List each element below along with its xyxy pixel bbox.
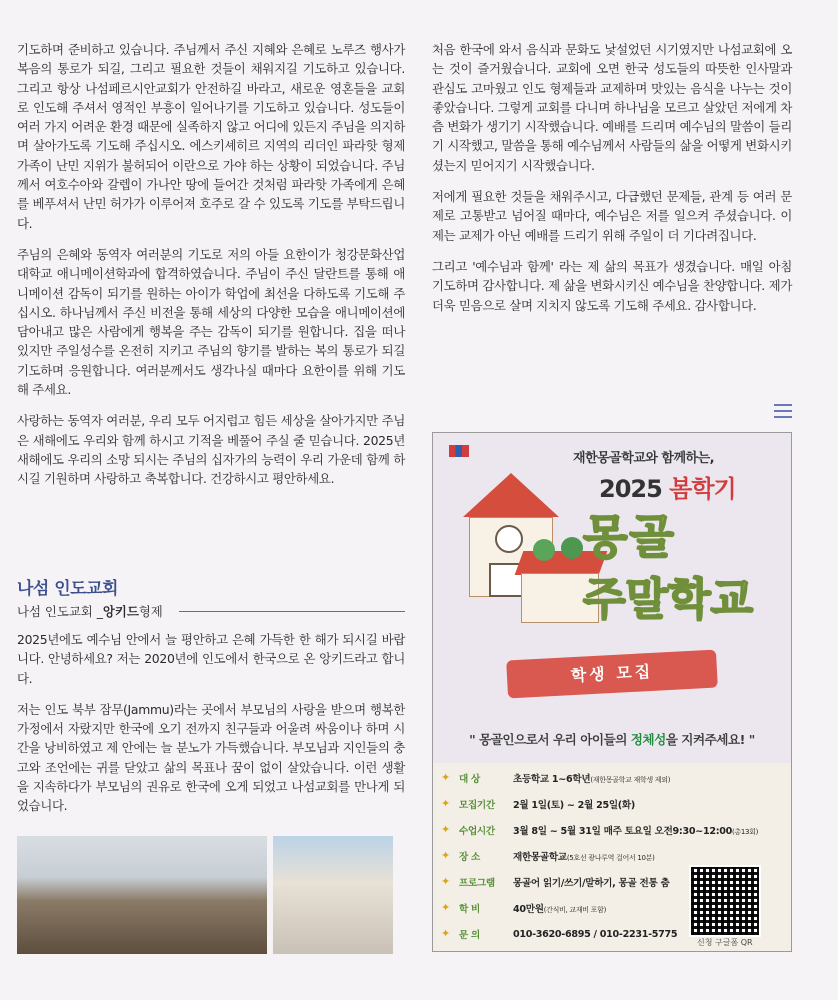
info-row [441, 817, 785, 843]
info-value: 40만원(간식비, 교재비 포함) [513, 904, 607, 915]
info-value: 010-3620-6895 / 010-2231-5775 [513, 928, 678, 940]
poster-title-line2: 주말학교 [583, 574, 754, 625]
flag-icon [449, 445, 469, 457]
left-paragraph-2: 주님의 은혜와 동역자 여러분의 기도로 저의 아들 요한이가 청강문화산업대학교 애니메이션학과에 합격하였습니다. 주님이 주신 달란트를 통해 애니메이션 감독이 되기를 원하는 아이가 학업에 최선을 다하도록 기도해 주십시오. 하나님께서 주신 비전을 통해 세상의 다양한 모습을 애니메이션에 담아내고 많은 사람에게 행복을 주는 감독이 되기를 원합니다. 집을 떠나 있지만 주일성수를 온전히 지키고 주님의 향기를 발하는 복의 통로가 되길 기도하며 응원합니다. 여러분께서도 생각나실 때마다 요한이를 위해 기도해 주세요. [17, 246, 405, 398]
right-paragraph-2: 저에게 필요한 것들을 채워주시고, 다급했던 문제들, 관계 등 여러 문제로 고통받고 넘어질 때마다, 예수님은 저를 일으켜 주셨습니다. 이제는 교제가 아닌 예배를 드리기 위해 주일이 더 기다려집니다. [432, 189, 792, 243]
info-row [441, 765, 785, 791]
pin-icon: ✦ [441, 875, 450, 888]
section-paragraph-1: 2025년에도 예수님 안에서 늘 평안하고 은혜 가득한 한 해가 되시길 바랍니다. 안녕하세요? 저는 2020년에 인도에서 한국으로 온 앙키드라고 합니다. [17, 632, 405, 686]
info-row [441, 791, 785, 817]
menu-icon[interactable] [774, 404, 792, 418]
pin-icon: ✦ [441, 849, 450, 862]
left-paragraph-3: 사랑하는 동역자 여러분, 우리 모두 어지럽고 힘든 세상을 살아가지만 주님은 새해에도 우리와 함께 하시고 기적을 베풀어 주실 줄 믿습니다. 2025년 새해에도 우리의 소망 되시는 주님의 십자가의 능력이 우리 가운데 함께 하시길 기원하며 사랑하고 축복합니다. 건강하시고 평안하세요. [17, 413, 405, 487]
pin-icon: ✦ [441, 901, 450, 914]
section-title: 나섬 인도교회 [17, 579, 118, 599]
poster-season: 봄학기 [669, 475, 736, 503]
right-paragraph-1: 처음 한국에 와서 음식과 문화도 낯설었던 시기였지만 나섬교회에 오는 것이 즐거웠습니다. 교회에 오면 한국 성도들의 따뜻한 인사말과 관심도 고마웠고 인도 형제들과 교제하며 맛있는 음식을 나누는 것이 좋았습니다. 그렇게 교회를 다니며 하나님을 모르고 살았던 저에게 차츰 변화가 생기기 시작했습니다. 예배를 드리며 예수님의 말씀이 들리기 시작했고, 말씀을 통해 예수님께서 사람들의 삶을 어떻게 변화시키셨는지 믿어지기 시작했습니다. [432, 42, 792, 173]
section-body [17, 630, 405, 828]
info-value: 3월 8일 ~ 5월 31일 매주 토요일 오전9:30~12:00(총13회) [513, 826, 759, 837]
poster-year-number: 2025 [599, 475, 670, 503]
qr-caption: 신청 구글폼 QR [697, 938, 753, 947]
pin-icon: ✦ [441, 771, 450, 784]
banner-label: 학생 모집 [570, 661, 654, 686]
info-label: 장 소 [459, 852, 480, 863]
pin-icon: ✦ [441, 823, 450, 836]
slogan-before: " 몽골인으로서 우리 아이들의 [469, 732, 631, 747]
poster-title-line1: 몽골 [583, 510, 676, 564]
info-value: 2월 1일(토) ~ 2월 25일(화) [513, 800, 635, 811]
byline [17, 602, 405, 620]
photo-portrait [273, 836, 393, 954]
poster-slogan [433, 729, 791, 748]
info-label: 학 비 [459, 904, 480, 915]
qr-code-icon[interactable] [689, 865, 761, 937]
byline-name: 앙키드 [102, 604, 139, 619]
tree-icon [561, 537, 583, 559]
right-paragraph-3: 그리고 '예수님과 함께' 라는 제 삶의 목표가 생겼습니다. 매일 아침 기도하며 감사합니다. 제 삶을 변화시키신 예수님을 찬양합니다. 제가 더욱 믿음으로 살며 지치지 않도록 기도해 주세요. 감사합니다. [432, 258, 792, 313]
poster-year [599, 469, 736, 504]
info-label: 수업시간 [459, 826, 495, 837]
school-poster [432, 432, 792, 952]
byline-suffix: 형제 [138, 604, 163, 619]
info-label: 문 의 [459, 930, 480, 941]
info-value: 재한몽골학교(5호선 광나루역 걸어서 10분) [513, 852, 655, 863]
info-label: 대 상 [459, 774, 480, 785]
poster-header: 재한몽골학교와 함께하는, [573, 451, 715, 466]
info-value: 몽골어 읽기/쓰기/말하기, 몽골 전통 춤 [513, 878, 670, 889]
section-paragraph-2: 저는 인도 북부 잠무(Jammu)라는 곳에서 부모님의 사랑을 받으며 행복한 가정에서 자랐지만 한국에 오기 전까지 친구들과 어울려 싸움이나 하며 시간을 낭비하였고 제 안에는 늘 분노가 가득했습니다. 부모님과 지인들의 충고와 조언에는 귀를 닫았고 삶의 목표나 꿈이 없이 살았습니다. 이런 생활을 지속하다가 부모님의 권유로 한국에 오게 되었고 나섬교회를 만나게 되었습니다. [17, 701, 405, 814]
byline-prefix: 나섬 인도교회 _ [17, 604, 103, 619]
photo-strip [17, 836, 393, 954]
slogan-highlight: 정체성 [630, 732, 666, 747]
photo-group-meeting [17, 836, 267, 954]
right-column [432, 40, 792, 327]
pin-icon: ✦ [441, 797, 450, 810]
info-label: 모집기간 [459, 800, 495, 811]
info-label: 프로그램 [459, 878, 495, 889]
left-paragraph-1: 기도하며 준비하고 있습니다. 주님께서 주신 지혜와 은혜로 노루즈 행사가 복음의 통로가 되길, 그리고 필요한 것들이 채워지길 기도하고 있습니다. 그리고 항상 나섬페르시안교회가 안전하길 바라고, 새로운 영혼들을 교회로 인도해 주셔서 영적인 부흥이 일어나기를 기도하고 있습니다. 성도들이 여러 가지 어려운 환경 때문에 실족하지 않고 어디에 있든지 주님을 의지하며 살아가도록 기도해 주십시오. 에스키셰히르 지역의 리더인 파라핫 형제 가족이 난민 지위가 불허되어 이란으로 가야 하는 상황이 되었습니다. 주님께서 여호수아와 갈렙이 가나안 땅에 들어간 것처럼 파라핫 가족에게 은혜를 베푸셔서 난민 허가가 이루어져 호주로 갈 수 있도록 기도를 부탁드립니다. [17, 42, 405, 231]
school-house-icon [463, 473, 571, 597]
pin-icon: ✦ [441, 927, 450, 940]
slogan-after: 을 지켜주세요! " [665, 732, 755, 747]
left-column [17, 40, 405, 501]
info-value: 초등학교 1~6학년(재한몽골학교 재학생 제외) [513, 774, 671, 785]
tree-icon [533, 539, 555, 561]
byline-rule [179, 611, 405, 612]
